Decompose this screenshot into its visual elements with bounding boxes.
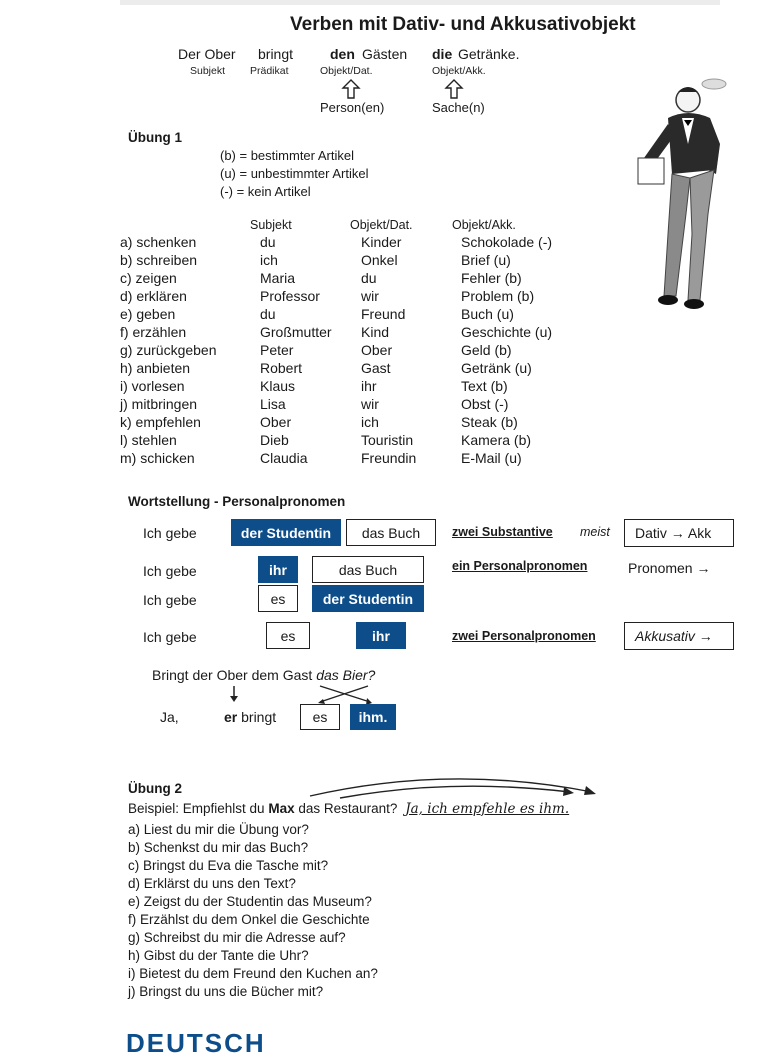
example-die: die <box>432 46 453 62</box>
example-gaesten: Gästen <box>362 46 408 62</box>
uebung1-heading: Übung 1 <box>128 130 182 145</box>
cell-dat: Touristin <box>361 432 414 448</box>
cell-akk: Schokolade (-) <box>461 234 553 250</box>
box-es-2: es <box>266 622 310 649</box>
label-meist: meist <box>580 525 610 539</box>
box-der-studentin: der Studentin <box>231 519 341 546</box>
cell-akk: Kamera (b) <box>461 432 532 448</box>
list-item: a) Liest du mir die Übung vor? <box>128 822 309 837</box>
box-das-buch-2: das Buch <box>312 556 424 583</box>
cell-verb: b) schreiben <box>120 252 198 268</box>
cell-subj: Großmutter <box>260 324 332 340</box>
rule-ein-personalpronomen: ein Personalpronomen <box>452 559 588 573</box>
box-der-studentin-2: der Studentin <box>312 585 424 612</box>
cell-dat: Kinder <box>361 234 402 250</box>
cell-subj: Peter <box>260 342 294 358</box>
rule-zwei-personalpronomen: zwei Personalpronomen <box>452 629 596 643</box>
cell-verb: f) erzählen <box>120 324 187 340</box>
cell-dat: Ober <box>361 342 393 358</box>
label-objekt-dat: Objekt/Dat. <box>320 65 373 77</box>
table-row <box>120 431 560 449</box>
box-das-buch: das Buch <box>346 519 436 546</box>
cell-dat: Gast <box>361 360 391 376</box>
cell-akk: E-Mail (u) <box>461 450 522 466</box>
beispiel-answer: Ja, ich empfehle es ihm. <box>405 801 570 817</box>
cell-akk: Text (b) <box>461 378 508 394</box>
example-getraenke: Getränke. <box>458 46 520 62</box>
cell-subj: du <box>260 306 276 322</box>
table-row <box>120 305 560 323</box>
list-item: f) Erzählst du dem Onkel die Geschichte <box>128 912 370 927</box>
cell-akk: Geld (b) <box>461 342 512 358</box>
list-item: h) Gibst du der Tante die Uhr? <box>128 948 309 963</box>
answer-ja: Ja, <box>160 709 179 725</box>
table-row <box>120 287 560 305</box>
label-person: Person(en) <box>320 100 385 115</box>
up-arrow-icon <box>443 78 465 100</box>
label-praedikat: Prädikat <box>250 65 289 77</box>
box-es: es <box>258 585 298 612</box>
cell-akk: Obst (-) <box>461 396 509 412</box>
cell-akk: Geschichte (u) <box>461 324 553 340</box>
page-title: Verben mit Dativ- und Akkusativobjekt <box>290 14 636 35</box>
cell-verb: h) anbieten <box>120 360 191 376</box>
cell-verb: d) erklären <box>120 288 187 304</box>
cut-off-logo: DEUTSCH <box>126 1028 266 1058</box>
cell-dat: Freundin <box>361 450 417 466</box>
list-item: g) Schreibst du mir die Adresse auf? <box>128 930 346 945</box>
box-ihr-2: ihr <box>356 622 406 649</box>
table-row <box>120 269 560 287</box>
cell-dat: Onkel <box>361 252 398 268</box>
answer-er-bringt: er bringt <box>224 709 277 725</box>
cell-akk: Steak (b) <box>461 414 518 430</box>
rule-zwei-substantive: zwei Substantive <box>452 525 553 539</box>
legend-kein: (-) = kein Artikel <box>220 184 311 199</box>
cell-verb: i) vorlesen <box>120 378 185 394</box>
beispiel-line: Beispiel: Empfiehlst du Max das Restaurant? Ja, ich empfehle es ihm. <box>128 801 570 817</box>
example-den: den <box>330 46 355 62</box>
cell-akk: Brief (u) <box>461 252 511 268</box>
table-row <box>120 359 560 377</box>
cell-verb: k) empfehlen <box>120 414 201 430</box>
example-predicate: bringt <box>258 46 294 62</box>
order-akkusativ: Akkusativ → <box>624 622 734 650</box>
top-bar <box>120 0 720 5</box>
cell-dat: Kind <box>361 324 390 340</box>
wortstellung-heading: Wortstellung - Personalpronomen <box>128 494 346 509</box>
cell-dat: ich <box>361 414 379 430</box>
table-row <box>120 413 560 431</box>
cell-subj: Klaus <box>260 378 296 394</box>
cell-verb: c) zeigen <box>120 270 177 286</box>
list-item: d) Erklärst du uns den Text? <box>128 876 296 891</box>
uebung2-questions <box>128 821 378 1001</box>
cell-subj: du <box>260 234 276 250</box>
table-row <box>120 449 560 467</box>
cell-subj: Maria <box>260 270 296 286</box>
table-row <box>120 233 560 251</box>
ich-gebe-4: Ich gebe <box>143 629 197 645</box>
list-item: c) Bringst du Eva die Tasche mit? <box>128 858 329 873</box>
cell-verb: g) zurückgeben <box>120 342 217 358</box>
cell-subj: ich <box>260 252 278 268</box>
cell-subj: Dieb <box>260 432 289 448</box>
answer-box-ihm: ihm. <box>350 704 396 730</box>
cell-verb: e) geben <box>120 306 176 322</box>
cell-akk: Problem (b) <box>461 288 535 304</box>
cell-subj: Claudia <box>260 450 308 466</box>
ich-gebe-2: Ich gebe <box>143 563 197 579</box>
col-objekt-dat: Objekt/Dat. <box>350 218 413 232</box>
cell-dat: du <box>361 270 377 286</box>
ich-gebe-1: Ich gebe <box>143 525 197 541</box>
list-item: i) Bietest du dem Freund den Kuchen an? <box>128 966 378 981</box>
cell-subj: Lisa <box>260 396 286 412</box>
order-dativ-akk: Dativ → Akk <box>624 519 734 547</box>
ich-gebe-3: Ich gebe <box>143 592 197 608</box>
list-item: b) Schenkst du mir das Buch? <box>128 840 309 855</box>
cell-subj: Robert <box>260 360 303 376</box>
uebung1-table <box>120 233 560 467</box>
legend-unbestimmt: (u) = unbestimmter Artikel <box>220 166 369 181</box>
cell-dat: ihr <box>361 378 377 394</box>
cell-akk: Fehler (b) <box>461 270 522 286</box>
cell-verb: a) schenken <box>120 234 197 250</box>
cell-subj: Professor <box>260 288 320 304</box>
box-ihr: ihr <box>258 556 298 583</box>
cell-verb: l) stehlen <box>120 432 177 448</box>
table-row <box>120 341 560 359</box>
table-row <box>120 395 560 413</box>
list-item: e) Zeigst du der Studentin das Museum? <box>128 894 372 909</box>
label-subjekt: Subjekt <box>190 65 226 77</box>
col-objekt-akk: Objekt/Akk. <box>452 218 516 232</box>
cell-verb: m) schicken <box>120 450 195 466</box>
curved-arrows-icon <box>300 770 610 800</box>
legend-bestimmt: (b) = bestimmter Artikel <box>220 148 355 163</box>
cell-dat: wir <box>361 396 379 412</box>
label-objekt-akk: Objekt/Akk. <box>432 65 486 77</box>
cell-subj: Ober <box>260 414 292 430</box>
cell-dat: Freund <box>361 306 406 322</box>
cell-dat: wir <box>361 288 379 304</box>
question-sentence: Bringt der Ober dem Gast das Bier? <box>152 667 376 683</box>
cell-akk: Getränk (u) <box>461 360 532 376</box>
cell-akk: Buch (u) <box>461 306 514 322</box>
uebung2-heading: Übung 2 <box>128 781 182 796</box>
cell-verb: j) mitbringen <box>120 396 198 412</box>
col-subjekt: Subjekt <box>250 218 292 232</box>
label-sache: Sache(n) <box>432 100 485 115</box>
order-pronomen: Pronomen → <box>628 560 711 576</box>
waiter-illustration <box>628 74 720 314</box>
table-row <box>120 377 560 395</box>
list-item: j) Bringst du uns die Bücher mit? <box>128 984 324 999</box>
table-row <box>120 323 560 341</box>
answer-box-es: es <box>300 704 340 730</box>
up-arrow-icon <box>340 78 362 100</box>
table-row <box>120 251 560 269</box>
example-subject: Der Ober <box>178 46 236 62</box>
